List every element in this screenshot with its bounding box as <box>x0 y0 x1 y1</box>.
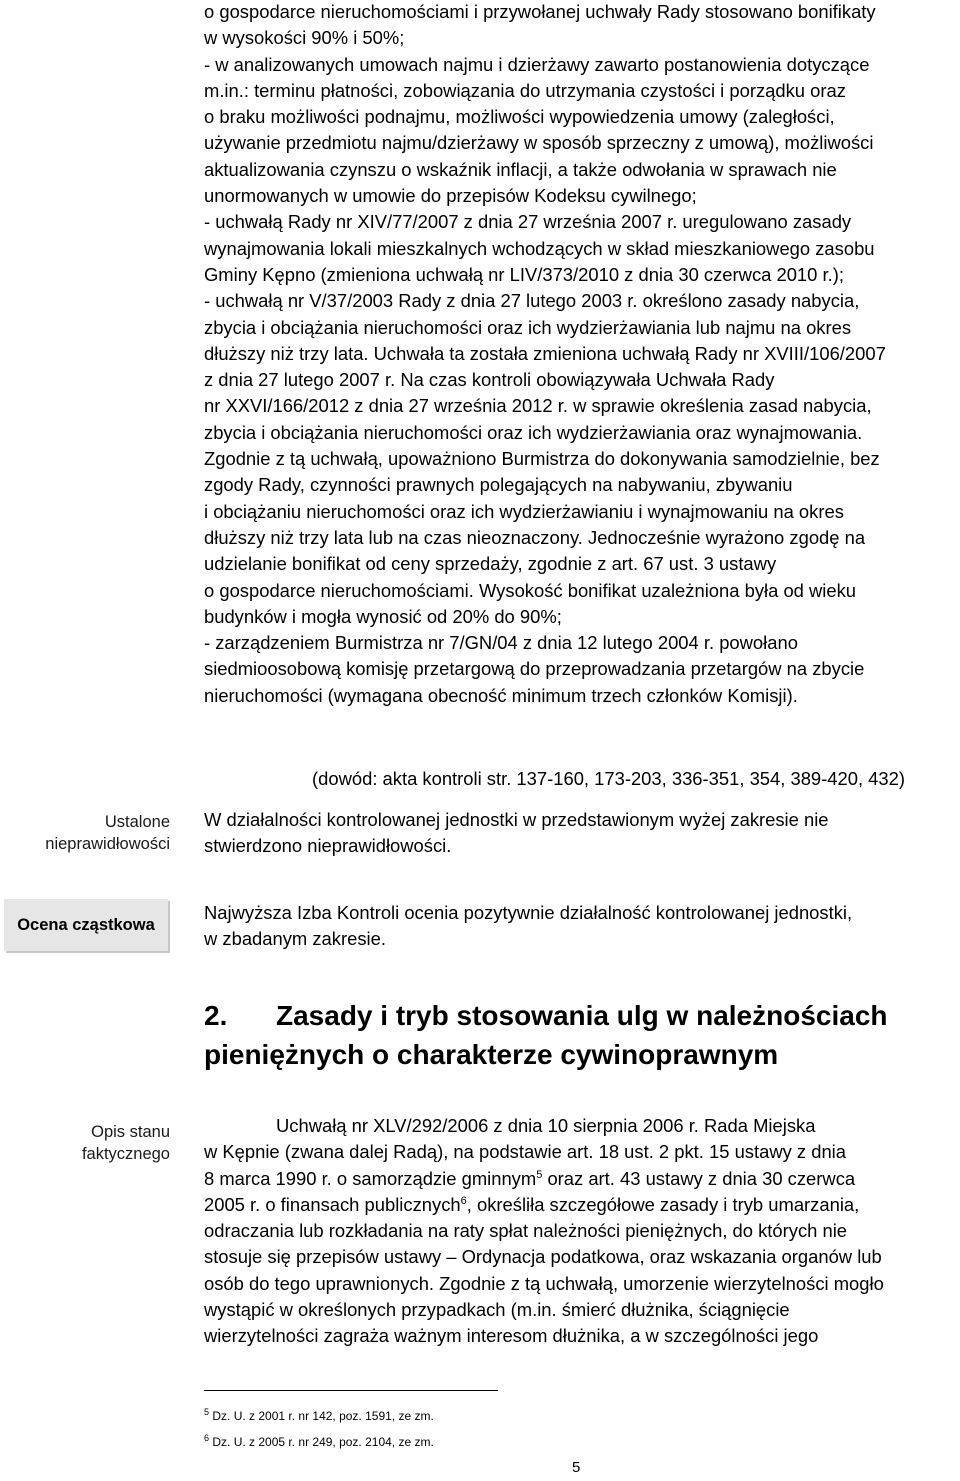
paragraph-line: siedmioosobową komisję przetargową do przeprowadzania przetargów na zbycie <box>204 658 865 680</box>
paragraph-line: w Kępnie (zwana dalej Radą), na podstawie art. 18 ust. 2 pkt. 15 ustawy z dnia <box>204 1141 846 1163</box>
paragraph-line: - w analizowanych umowach najmu i dzierżawy zawarto postanowienia dotyczące <box>204 53 870 75</box>
facts-label <box>0 1121 170 1165</box>
paragraph-line: budynków i mogła wynosić od 20% do 90%; <box>204 605 562 627</box>
assessment-label: Ocena cząstkowa <box>17 915 155 934</box>
paragraph-line: W działalności kontrolowanej jednostki w przedstawionym wyżej zakresie nie <box>204 809 829 830</box>
footnote-reference: 5 <box>536 1168 543 1181</box>
paragraph-line: nr XXVI/166/2012 z dnia 27 września 2012 r. w sprawie określenia zasad nabycia, <box>204 395 872 417</box>
assessment-badge <box>4 899 168 951</box>
irregularities-label-line1: Ustalone <box>104 813 170 831</box>
paragraph-line: - uchwałą Rady nr XIV/77/2007 z dnia 27 września 2007 r. uregulowano zasady <box>204 211 852 233</box>
paragraph-line: Gminy Kępno (zmieniona uchwałą nr LIV/373/2010 z dnia 30 czerwca 2010 r.); <box>204 263 844 285</box>
paragraph-line: odraczania lub rozkładania na raty spłat należności pieniężnych, do których nie <box>204 1220 848 1242</box>
irregularities-label-line2: nieprawidłowości <box>45 835 170 853</box>
page-number: 5 <box>572 1459 581 1476</box>
section-title-line1: Zasady i tryb stosowania ulg w należnościach <box>276 1000 888 1031</box>
line-text: oraz art. 43 ustawy z dnia 30 czerwca <box>542 1167 856 1189</box>
evidence-line: (dowód: akta kontroli str. 137-160, 173-203, 336-351, 354, 389-420, 432) <box>312 768 905 789</box>
paragraph-line: stwierdzono nieprawidłowości. <box>204 835 452 857</box>
line-text: 8 marca 1990 r. o samorządzie gminnym <box>204 1167 537 1189</box>
section-number: 2. <box>204 1000 228 1031</box>
paragraph-line: aktualizowania czynszu o wskaźnik inflacji, a także odwołania w sprawach nie <box>204 158 837 180</box>
paragraph-line: zbycia i obciążania nieruchomości oraz ich wydzierżawiania oraz wynajmowania. <box>204 421 863 443</box>
paragraph-line: zbycia i obciążania nieruchomości oraz ich wydzierżawiania lub najmu na okres <box>204 316 852 338</box>
paragraph-line: udzielanie bonifikat od ceny sprzedaży, zgodnie z art. 67 ust. 3 ustawy <box>204 553 777 575</box>
footnote-5-text: Dz. U. z 2001 r. nr 142, poz. 1591, ze zm. <box>212 1409 434 1423</box>
paragraph-line: w zbadanym zakresie. <box>204 928 386 950</box>
paragraph-line: dłuższy niż trzy lata. Uchwała ta została zmieniona uchwałą Rady nr XVIII/106/2007 <box>204 342 886 364</box>
paragraph-line: wystąpić w określonych przypadkach (m.in. śmierć dłużnika, ściągnięcie <box>204 1299 790 1321</box>
paragraph-line: dłuższy niż trzy lata lub na czas nieoznaczony. Jednocześnie wyrażono zgodę na <box>204 526 866 548</box>
facts-text <box>204 1113 958 1350</box>
footnote-6-number: 6 <box>204 1433 210 1443</box>
top-paragraph-block <box>204 0 958 709</box>
facts-label-line2: faktycznego <box>81 1145 170 1163</box>
paragraph-line <box>204 1166 958 1192</box>
paragraph-line: używanie przedmiotu najmu/dzierżawy w sposób sprzeczny z umową), możliwości <box>204 132 874 154</box>
paragraph-line: m.in.: terminu płatności, zobowiązania do utrzymania czystości i porządku oraz <box>204 79 846 101</box>
footnote-6 <box>204 1435 434 1450</box>
line-text: 2005 r. o finansach publicznych <box>204 1193 461 1215</box>
footnote-reference: 6 <box>460 1194 467 1207</box>
paragraph-line: nieruchomości (wymagana obecność minimum trzech członków Komisji). <box>204 684 798 706</box>
assessment-text <box>204 900 958 953</box>
footnote-rule <box>204 1390 498 1391</box>
paragraph-line: w wysokości 90% i 50%; <box>204 27 405 49</box>
footnote-5 <box>204 1409 434 1424</box>
paragraph-line: o gospodarce nieruchomościami i przywołanej uchwały Rady stosowano bonifikaty <box>204 1 876 22</box>
facts-label-line1: Opis stanu <box>91 1123 170 1141</box>
paragraph-line: osób do tego uprawnionych. Zgodnie z tą uchwałą, umorzenie wierzytelności mogło <box>204 1272 884 1294</box>
footnote-5-number: 5 <box>204 1407 210 1417</box>
paragraph-line: wynajmowania lokali mieszkalnych wchodzących w skład mieszkaniowego zasobu <box>204 237 875 259</box>
paragraph-line: o gospodarce nieruchomościami. Wysokość bonifikat uzależniona była od wieku <box>204 579 857 601</box>
paragraph-line: o braku możliwości podnajmu, możliwości wypowiedzenia umowy (zaległości, <box>204 106 835 128</box>
paragraph-line: z dnia 27 lutego 2007 r. Na czas kontroli obowiązywała Uchwała Rady <box>204 369 775 391</box>
paragraph-line: Najwyższa Izba Kontroli ocenia pozytywnie działalność kontrolowanej jednostki, <box>204 902 853 923</box>
section-title-line2: pieniężnych o charakterze cywinoprawnym <box>204 1039 779 1070</box>
irregularities-label <box>0 811 170 855</box>
paragraph-line: Zgodnie z tą uchwałą, upoważniono Burmistrza do dokonywania samodzielnie, bez <box>204 448 880 470</box>
paragraph-line: zgody Rady, czynności prawnych polegających na nabywaniu, zbywaniu <box>204 474 793 496</box>
paragraph-line: wierzytelności zagraża ważnym interesom dłużnika, a w szczególności jego <box>204 1325 819 1347</box>
paragraph-line: Uchwałą nr XLV/292/2006 z dnia 10 sierpnia 2006 r. Rada Miejska <box>276 1115 816 1136</box>
paragraph-line: stosuje się przepisów ustawy – Ordynacja podatkowa, oraz wskazania organów lub <box>204 1246 882 1268</box>
footnote-6-text: Dz. U. z 2005 r. nr 249, poz. 2104, ze zm. <box>212 1435 434 1449</box>
line-text: , określiła szczegółowe zasady i tryb umarzania, <box>466 1193 860 1215</box>
paragraph-line <box>204 1192 958 1218</box>
section-heading <box>204 996 958 1074</box>
irregularities-text <box>204 807 958 860</box>
paragraph-line: unormowanych w umowie do przepisów Kodeksu cywilnego; <box>204 185 697 207</box>
paragraph-line: - uchwałą nr V/37/2003 Rady z dnia 27 lutego 2003 r. określono zasady nabycia, <box>204 290 860 312</box>
paragraph-line: i obciążaniu nieruchomości oraz ich wydzierżawianiu i wynajmowaniu na okres <box>204 500 844 522</box>
paragraph-line: - zarządzeniem Burmistrza nr 7/GN/04 z dnia 12 lutego 2004 r. powołano <box>204 632 798 654</box>
